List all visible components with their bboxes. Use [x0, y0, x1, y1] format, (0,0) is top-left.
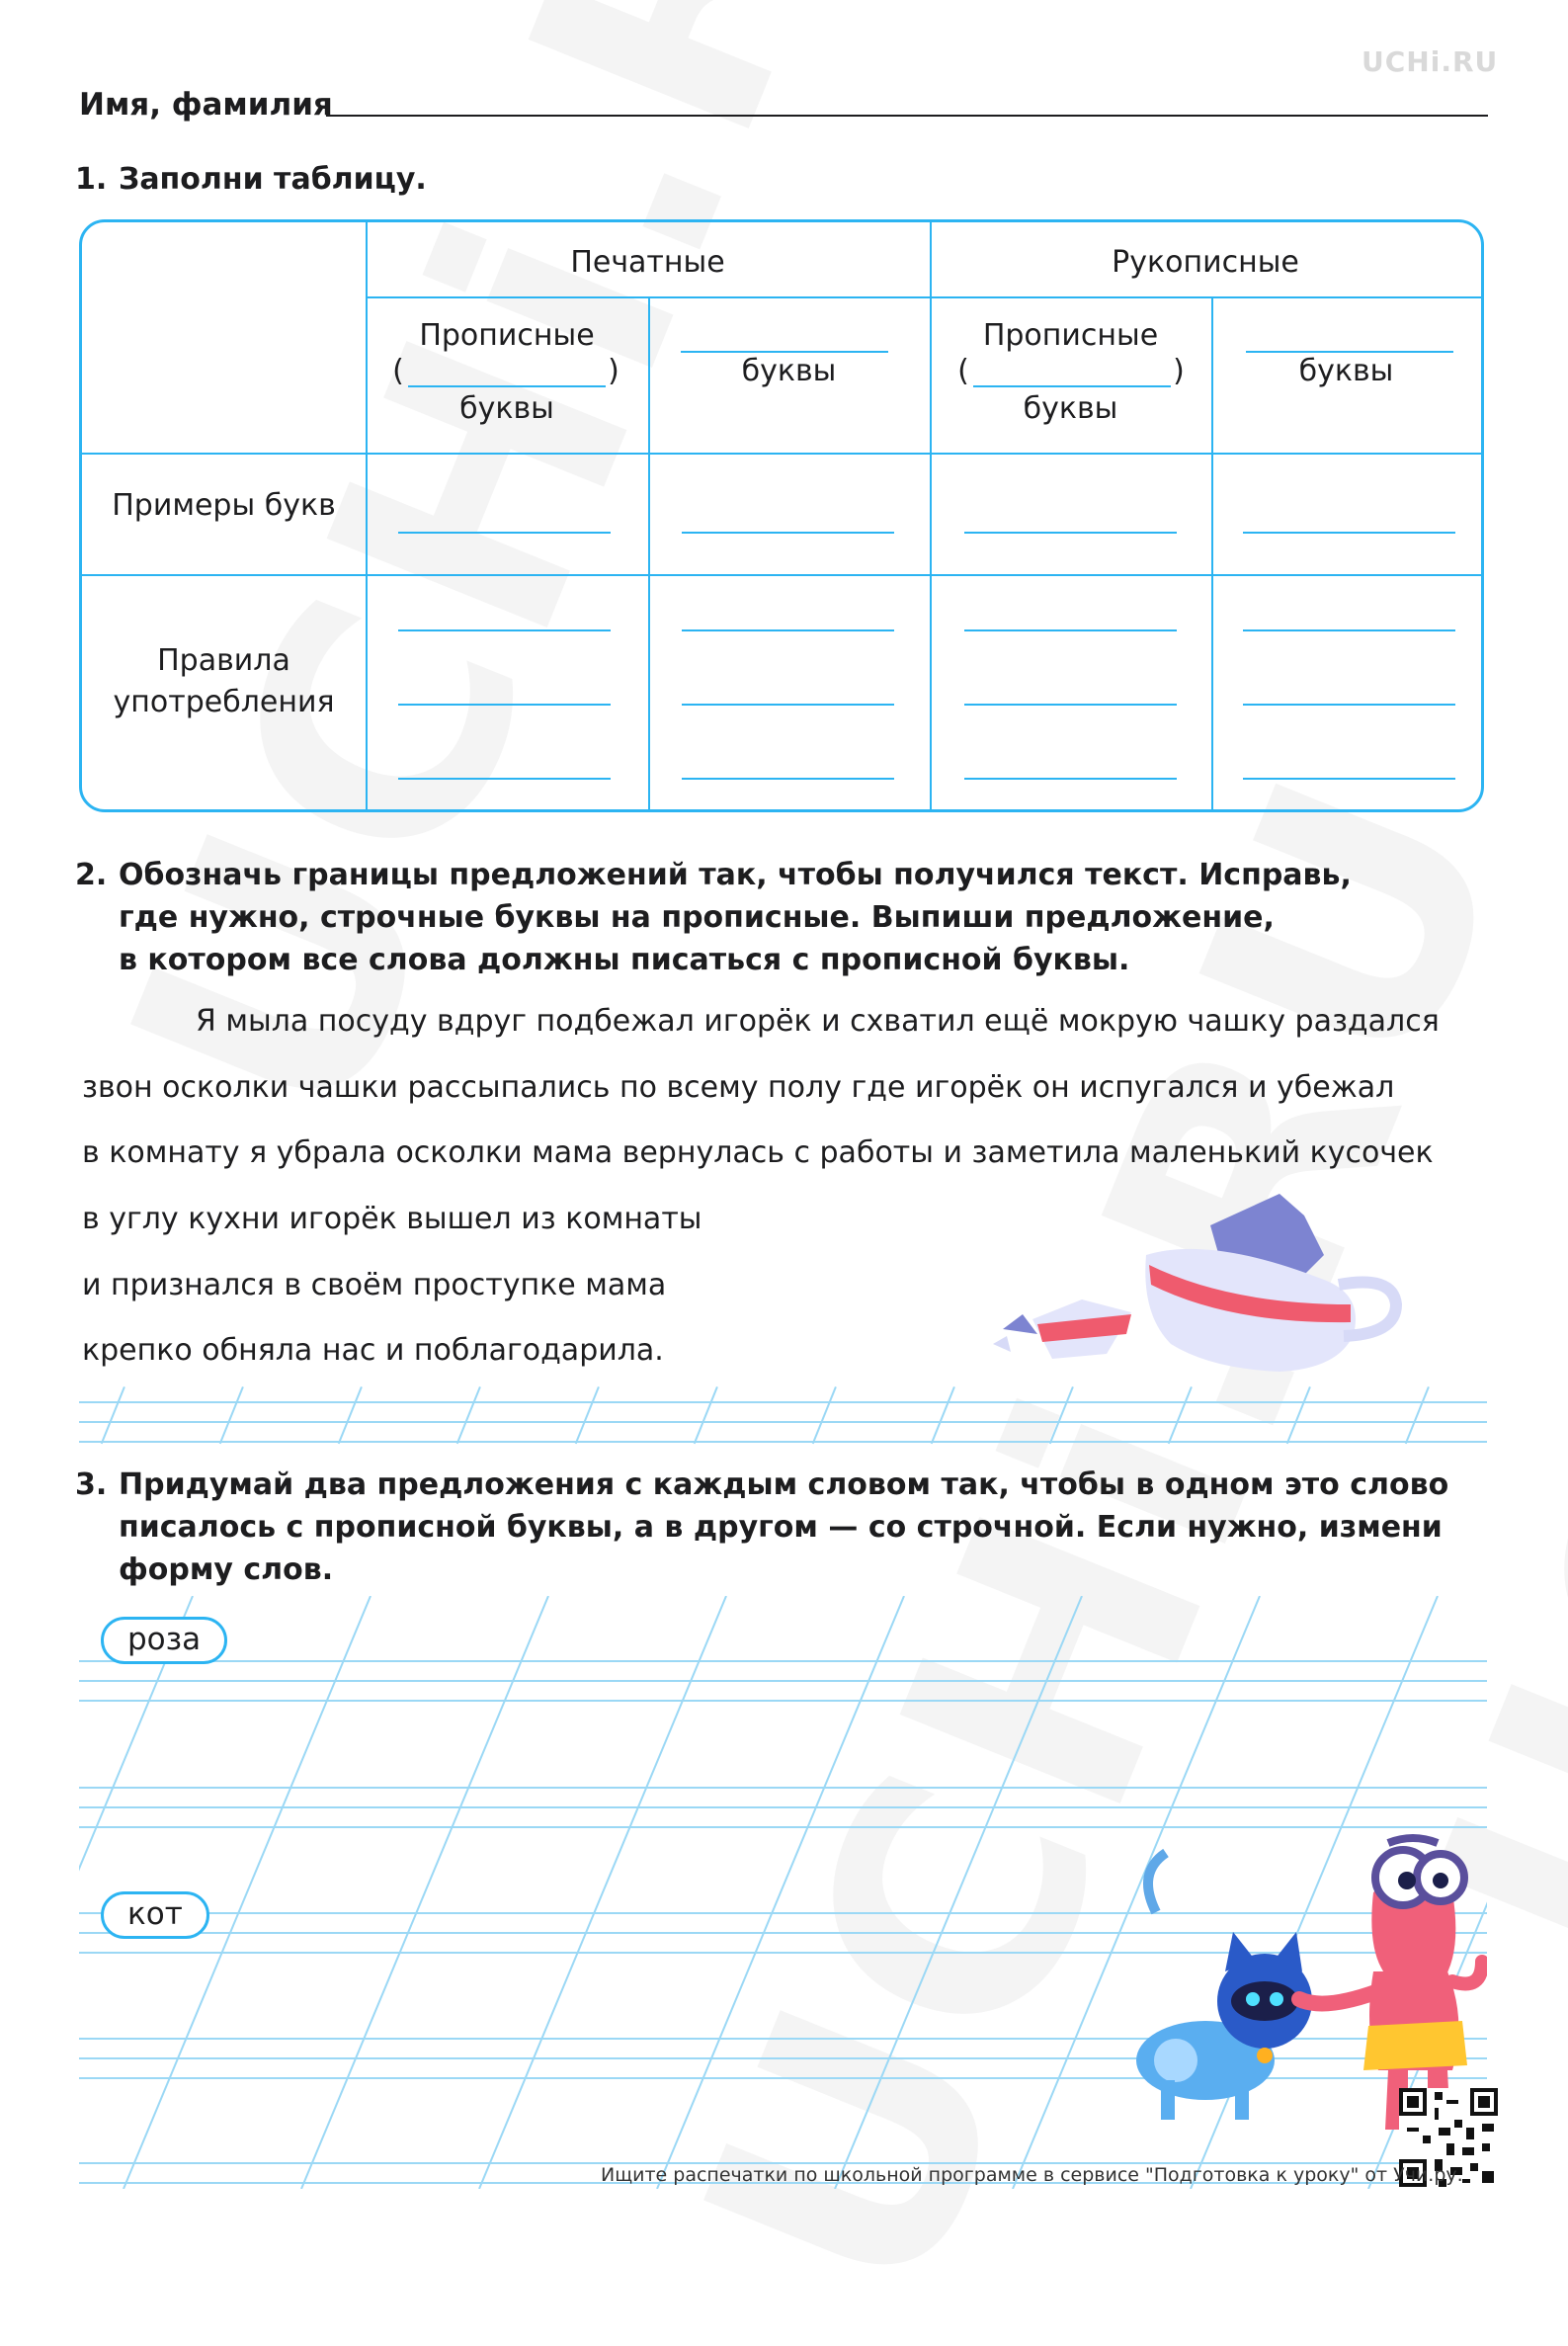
paren: ( [957, 354, 969, 388]
table-divider [82, 574, 1481, 576]
task-title-line: писалось с прописной буквы, а в другом — со строчной. Если нужно, измени [119, 1510, 1443, 1545]
table-divider [366, 296, 1481, 298]
answer-line[interactable] [398, 532, 611, 534]
story-line: звон осколки чашки рассыпались по всему полу где игорёк он испугался и убежал [82, 1070, 1395, 1105]
answer-line[interactable] [1243, 629, 1455, 631]
task-title-line: где нужно, строчные буквы на прописные. Выпиши предложение, [119, 900, 1275, 935]
task-title-line: Придумай два предложения с каждым словом так, чтобы в одном это слово [119, 1467, 1449, 1502]
task-number: 1. [75, 162, 108, 197]
row-label-rules: Правила [157, 643, 290, 678]
answer-line[interactable] [682, 629, 894, 631]
writing-line[interactable] [79, 1401, 1487, 1403]
task-title-line: форму слов. [119, 1552, 334, 1587]
writing-line[interactable] [79, 1441, 1487, 1443]
answer-line[interactable] [398, 778, 611, 780]
header-printed: Печатные [570, 245, 725, 280]
task-title: Заполни таблицу. [119, 162, 427, 197]
slant-line [575, 1386, 600, 1444]
slant-line [101, 1386, 125, 1444]
answer-line[interactable] [1243, 704, 1455, 706]
subheader-capital: Прописные [982, 318, 1159, 353]
slant-line [1405, 1386, 1430, 1444]
story-line: в углу кухни игорёк вышел из комнаты [82, 1202, 702, 1236]
word-tag-rosa: роза [101, 1617, 227, 1664]
subheader-letters: буквы [1023, 391, 1118, 426]
answer-line[interactable] [398, 629, 611, 631]
story-line: крепко обняла нас и поблагодарила. [82, 1333, 664, 1368]
task-number: 2. [75, 858, 108, 892]
slant-line [812, 1386, 837, 1444]
row-label-rules: употребления [113, 685, 335, 719]
slant-line [456, 1386, 481, 1444]
fill-blank[interactable] [973, 385, 1171, 387]
writing-line[interactable] [79, 1421, 1487, 1423]
name-input-line[interactable] [326, 115, 1488, 117]
answer-line[interactable] [964, 532, 1177, 534]
task-title-line: в котором все слова должны писаться с прописной буквы. [119, 943, 1130, 977]
answer-line[interactable] [398, 704, 611, 706]
uchi-logo: UCHi.RU [1362, 45, 1499, 78]
subheader-letters: буквы [741, 354, 837, 388]
answer-line[interactable] [964, 778, 1177, 780]
answer-line[interactable] [682, 532, 894, 534]
slant-line [219, 1386, 244, 1444]
answer-line[interactable] [682, 778, 894, 780]
story-line: Я мыла посуду вдруг подбежал игорёк и схватил ещё мокрую чашку раздался [196, 1004, 1440, 1039]
story-line: в комнату я убрала осколки мама вернулась с работы и заметила маленький кусочек [82, 1135, 1434, 1170]
paren: ( [392, 354, 404, 388]
task-number: 3. [75, 1467, 108, 1502]
row-label-examples: Примеры букв [112, 488, 336, 523]
task-2-heading [75, 854, 1352, 977]
answer-line[interactable] [1243, 532, 1455, 534]
answer-line[interactable] [1243, 778, 1455, 780]
paren: ) [608, 354, 619, 388]
word-tag-kot: кот [101, 1891, 209, 1939]
paren: ) [1173, 354, 1185, 388]
answer-line[interactable] [964, 704, 1177, 706]
table-divider [82, 453, 1481, 455]
table-divider [930, 222, 932, 809]
task-3-heading [75, 1464, 1449, 1587]
subheader-capital: Прописные [419, 318, 595, 353]
table-divider [366, 222, 368, 809]
subheader-letters: буквы [1298, 354, 1394, 388]
fill-blank[interactable] [408, 385, 606, 387]
story-line: и признался в своём проступке мама [82, 1268, 667, 1302]
footer-note: Ищите распечатки по школьной программе в сервисе "Подготовка к уроку" от Учи.ру. [601, 2164, 1463, 2186]
broken-cup-illustration [983, 1186, 1408, 1379]
header-handwritten: Рукописные [1112, 245, 1299, 280]
task-title-line: Обозначь границы предложений так, чтобы получился текст. Исправь, [119, 858, 1352, 892]
task-1-heading [75, 158, 427, 201]
slant-line [338, 1386, 363, 1444]
answer-line[interactable] [682, 704, 894, 706]
subheader-letters: буквы [459, 391, 554, 426]
answer-line[interactable] [964, 629, 1177, 631]
letters-table [79, 219, 1484, 812]
name-label: Имя, фамилия [79, 87, 333, 123]
slant-line [694, 1386, 718, 1444]
